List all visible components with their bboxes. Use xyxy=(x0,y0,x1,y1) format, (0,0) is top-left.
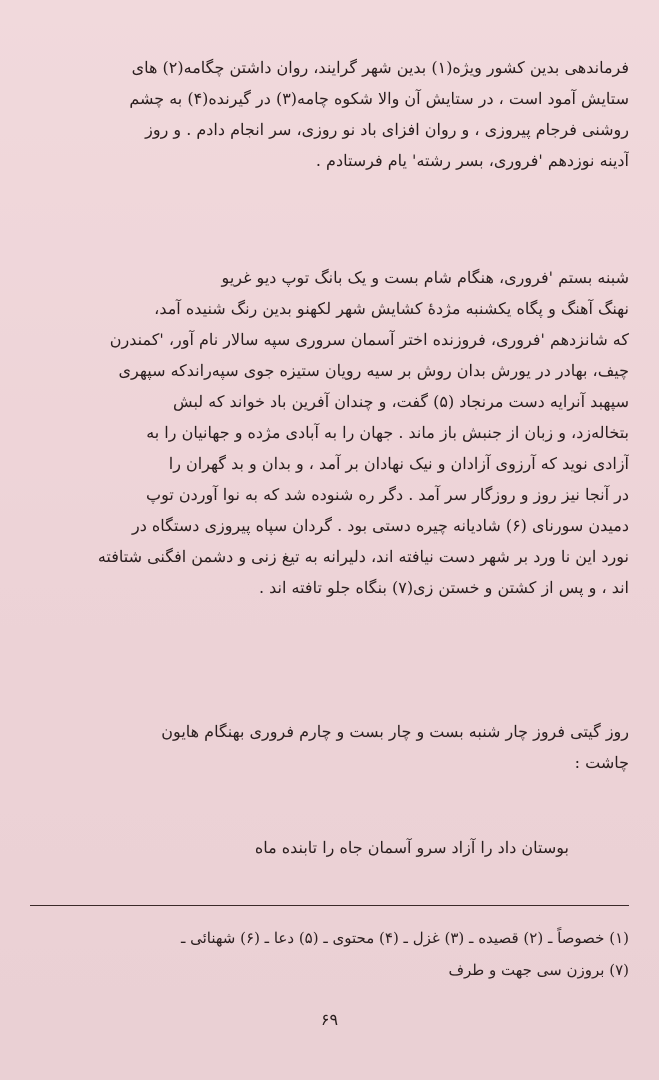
text-line: دمیدن سورنای (۶) شادیانه چیره دستی بود . گردان سپاه پیروزی دستگاه در xyxy=(131,516,629,535)
text-line: روز گیتی فروز چار شنبه بست و چار بست و چارم فروری بهنگام هایون xyxy=(161,722,629,741)
verse-line: بوستان داد را آزاد سرو آسمان جاه را تابنده ماه xyxy=(254,838,569,857)
text-line: در آنجا نیز روز و روزگار سر آمد . دگر ره شنوده شد که به نوا آوردن توپ xyxy=(146,485,629,504)
text-line: چاشت : xyxy=(574,753,629,772)
paragraph-1 xyxy=(30,52,629,176)
footnote-line: (۱) خصوصاً ـ (۲) قصیده ـ (۳) غزل ـ (۴) محتوی ـ (۵) دعا ـ (۶) شهنائی ـ xyxy=(180,929,629,947)
text-line: چیف، بهادر در یورش بدان روش بر سیه رویان ستیزه جوی سپه‌راندکه سپهری xyxy=(118,361,629,380)
text-line: سپهبد آنرایه دست مرنجاد (۵) گفت، و چندان آفرین باد خواند که لبش xyxy=(173,392,629,411)
text-line: ستایش آمود است ، در ستایش آن والا شکوه چامه(۳) در گیرنده(۴) به چشم xyxy=(129,89,629,108)
text-line: نهنگ آهنگ و پگاه یکشنبه مژدهٔ کشایش شهر لکهنو بدین رنگ شنیده آمد، xyxy=(154,299,629,318)
text-line: فرماندهی بدین کشور ویژه(۱) بدین شهر گرایند، روان داشتن چگامه(۲) های xyxy=(131,58,629,77)
text-line: آدینه نوزدهم 'فروری، بسر رشته' یام فرستادم . xyxy=(315,151,629,170)
paragraph-2 xyxy=(30,262,629,603)
footnote-line: (۷) بروزن سی جهت و طرف xyxy=(448,961,629,979)
footnotes xyxy=(30,922,629,986)
text-line: نورد این نا ورد بر شهر دست نیافته اند، دلیرانه به تیغ زنی و دشمن افگنی شتافته xyxy=(97,547,629,566)
text-line: اند ، و پس از کشتن و خستن زی(۷) بنگاه جلو تافته اند . xyxy=(258,578,629,597)
text-line: شبنه بستم 'فروری، هنگام شام بست و یک بانگ توپ دیو غریو xyxy=(221,268,629,287)
text-line: روشنی فرجام پیروزی ، و روان افزای باد نو روزی، سر انجام دادم . و روز xyxy=(145,120,629,139)
footnote-divider xyxy=(30,905,629,906)
page-number: ۶۹ xyxy=(320,1010,339,1029)
text-line: آزادی نوید که آرزوی آزادان و نیک نهادان بر آمد ، و بدان و بد گهران را xyxy=(168,454,629,473)
text-line: که شانزدهم 'فروری، فروزنده اختر آسمان سروری سپه سالار نام آور، 'کمندرن xyxy=(109,330,629,349)
text-line: بتخاله‌زد، و زبان از جنبش باز ماند . جهان را به آبادی مژده و جهانیان را به xyxy=(146,423,629,442)
paragraph-3 xyxy=(30,716,629,778)
